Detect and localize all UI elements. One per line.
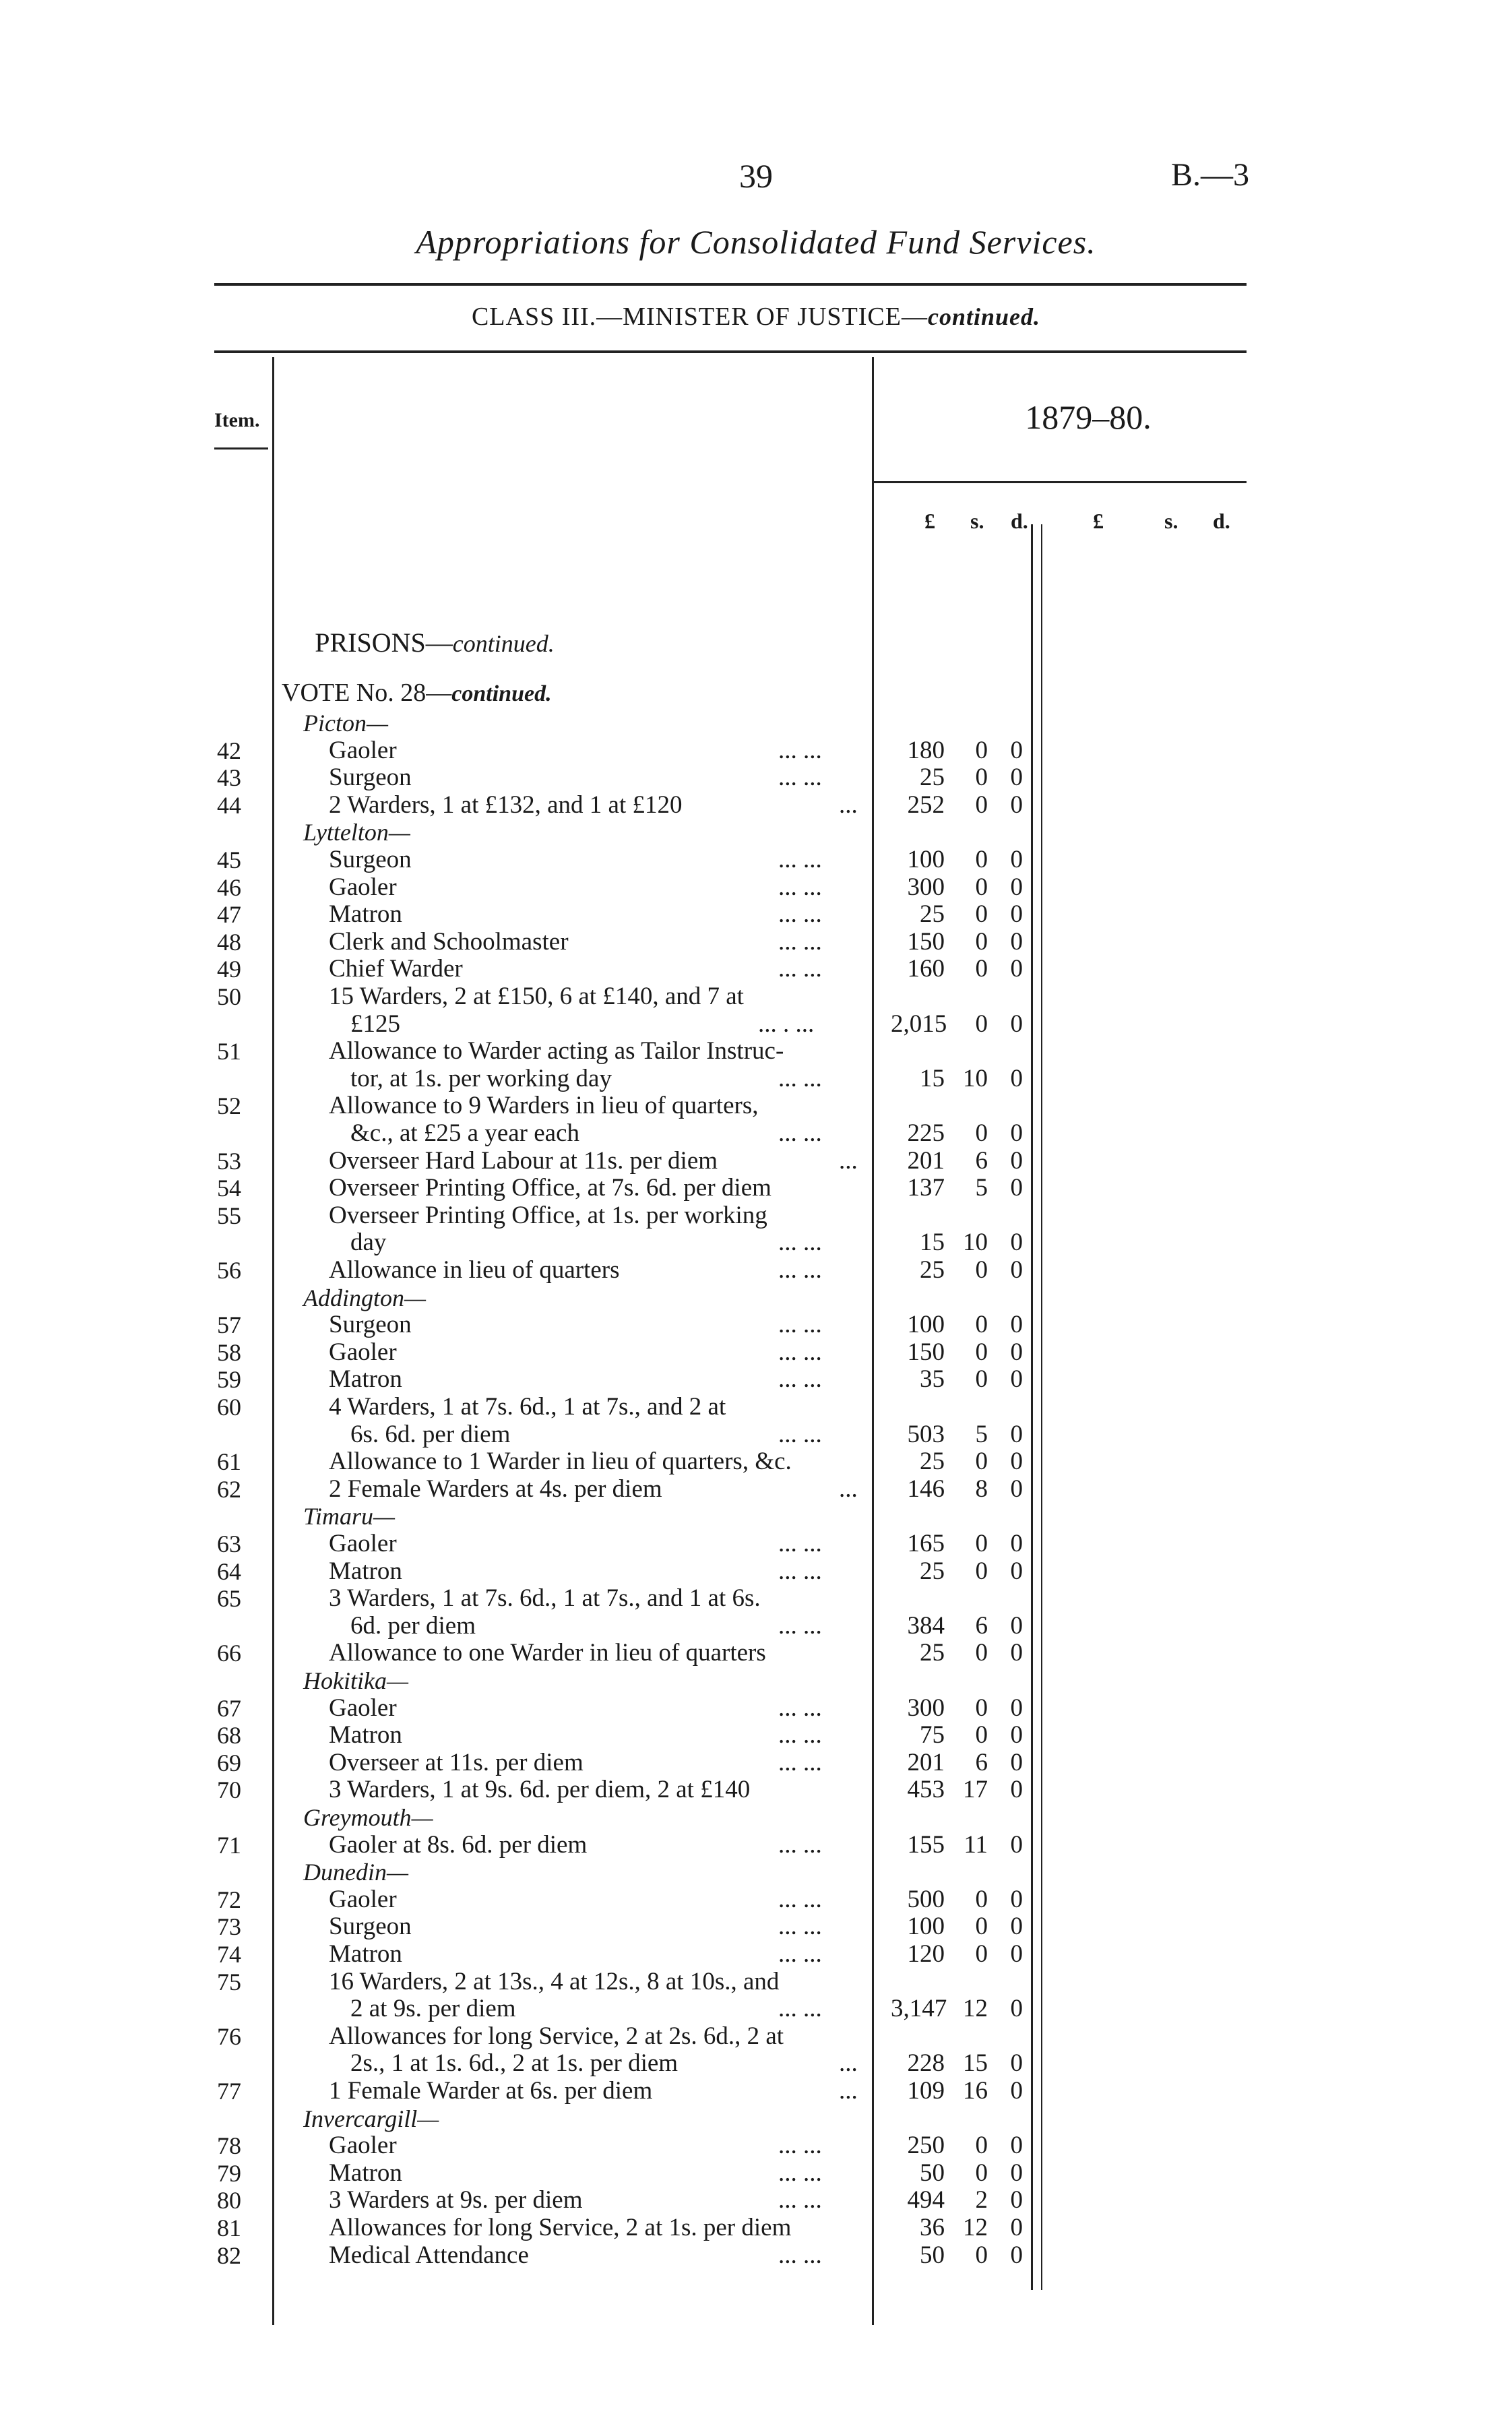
item-number: 58 (217, 1338, 241, 1366)
leader-dots: ... ... (778, 736, 822, 764)
item-description: 3 Warders, 1 at 7s. 6d., 1 at 7s., and 1 at 6s. (329, 1584, 761, 1613)
shillings-header-2: s. (1164, 509, 1178, 533)
amount-pence: 0 (1010, 1611, 1023, 1640)
item-description: Allowance to one Warder in lieu of quarters (329, 1639, 766, 1667)
amount-pounds: 201 (907, 1748, 945, 1776)
leader-dots: ... (839, 1475, 858, 1503)
amount-pounds: 384 (907, 1611, 945, 1640)
amount-pounds: 35 (920, 1365, 945, 1394)
item-number: 79 (217, 2159, 241, 2187)
item-description: 6s. 6d. per diem (350, 1420, 511, 1448)
item-number: 64 (217, 1557, 241, 1585)
leader-dots: ... ... (778, 1338, 822, 1366)
document-reference: B.—3 (1170, 157, 1249, 193)
title-rule-top (214, 283, 1247, 286)
amount-pence: 0 (1010, 790, 1023, 819)
amount-pence: 0 (1010, 736, 1023, 764)
amount-pence: 0 (1010, 1557, 1023, 1585)
leader-dots: ... ... (778, 1885, 822, 1913)
item-column-header: Item. (214, 409, 260, 431)
item-description: 3 Warders, 1 at 9s. 6d. per diem, 2 at £140 (329, 1776, 751, 1804)
item-description: £125 (350, 1010, 400, 1038)
amount-pence: 0 (1010, 1311, 1023, 1339)
amount-shillings: 11 (964, 1830, 988, 1859)
page-number: 39 (739, 157, 773, 195)
item-description: Allowance in lieu of quarters (329, 1256, 620, 1284)
item-description: 6d. per diem (350, 1611, 476, 1640)
item-description: Surgeon (329, 1311, 412, 1339)
amount-shillings: 0 (975, 2132, 988, 2160)
amount-shillings: 10 (963, 1064, 988, 1092)
item-description: 2 at 9s. per diem (350, 1995, 516, 2023)
item-number: 73 (217, 1913, 241, 1941)
amount-pounds: 300 (907, 873, 945, 901)
pounds-header-1: £ (924, 509, 935, 533)
amount-pence: 0 (1010, 1830, 1023, 1859)
amount-shillings: 6 (975, 1748, 988, 1776)
leader-dots: ... ... (778, 1530, 822, 1557)
amount-pence: 0 (1010, 2132, 1023, 2160)
item-description: Overseer Printing Office, at 7s. 6d. per diem (329, 1174, 771, 1202)
amount-shillings: 0 (975, 790, 988, 819)
location-subheading: Lyttelton— (303, 819, 410, 846)
amount-pence: 0 (1010, 1064, 1023, 1092)
item-description: Chief Warder (329, 955, 463, 983)
item-number: 52 (217, 1092, 241, 1120)
item-number: 76 (217, 2022, 241, 2050)
leader-dots: ... ... (778, 873, 822, 901)
leader-dots: ... (839, 2049, 858, 2078)
amount-pence: 0 (1010, 2241, 1023, 2269)
leader-dots: ... ... (778, 1913, 822, 1941)
amount-pounds: 25 (920, 900, 945, 929)
leader-dots: ... (839, 790, 858, 819)
item-description: Clerk and Schoolmaster (329, 927, 569, 956)
amount-shillings: 8 (975, 1475, 988, 1503)
amount-shillings: 0 (975, 1530, 988, 1557)
amount-pence: 0 (1010, 1448, 1023, 1476)
leader-dots: ... ... (778, 1721, 822, 1749)
title-rule-bottom (214, 350, 1247, 353)
leader-dots: ... ... (778, 2186, 822, 2214)
item-number: 82 (217, 2241, 241, 2269)
leader-dots: ... ... (778, 1995, 822, 2023)
amount-pence: 0 (1010, 2049, 1023, 2078)
amount-shillings: 0 (975, 1448, 988, 1476)
amount-pounds: 225 (907, 1119, 945, 1147)
item-description: Medical Attendance (329, 2241, 529, 2269)
amount-shillings: 17 (963, 1776, 988, 1804)
item-number: 56 (217, 1257, 241, 1284)
amount-pounds: 503 (907, 1420, 945, 1448)
amount-pence: 0 (1010, 1776, 1023, 1804)
shillings-header-1: s. (970, 509, 984, 533)
amount-shillings: 0 (975, 1010, 988, 1038)
amount-pounds: 50 (920, 2159, 945, 2187)
amount-pence: 0 (1010, 1256, 1023, 1284)
item-description: Matron (329, 1940, 402, 1968)
amount-shillings: 0 (975, 2241, 988, 2269)
item-description: Gaoler (329, 1530, 397, 1557)
amount-pounds: 25 (920, 1639, 945, 1667)
amount-shillings: 6 (975, 1146, 988, 1175)
amount-pounds: 25 (920, 764, 945, 792)
location-subheading: Invercargill— (303, 2105, 439, 2132)
item-description: Surgeon (329, 764, 412, 792)
section-title: PRISONS— (315, 627, 453, 658)
item-number: 48 (217, 928, 241, 956)
amount-pence: 0 (1010, 1146, 1023, 1175)
item-description: 15 Warders, 2 at £150, 6 at £140, and 7 at (329, 983, 744, 1010)
amount-pence: 0 (1010, 2077, 1023, 2105)
amount-shillings: 5 (975, 1420, 988, 1448)
amount-pounds: 109 (907, 2077, 945, 2105)
amount-shillings: 0 (975, 1338, 988, 1366)
amount-pence: 0 (1010, 1119, 1023, 1147)
item-description: Matron (329, 900, 402, 929)
item-description: Gaoler (329, 1694, 397, 1722)
leader-dots: ... ... (778, 1611, 822, 1640)
amount-pounds: 3,147 (891, 1995, 947, 2023)
item-description: tor, at 1s. per working day (350, 1064, 612, 1092)
amount-pence: 0 (1010, 1885, 1023, 1913)
amount-pence: 0 (1010, 1748, 1023, 1776)
section-heading (0, 627, 869, 658)
amount-shillings: 16 (963, 2077, 988, 2105)
amount-shillings: 6 (975, 1611, 988, 1640)
amount-shillings: 0 (975, 764, 988, 792)
amount-shillings: 0 (975, 1913, 988, 1941)
item-number: 49 (217, 956, 241, 983)
amount-pounds: 36 (920, 2214, 945, 2241)
amount-pounds: 228 (907, 2049, 945, 2078)
year-header: 1879–80. (1025, 398, 1152, 436)
location-subheading: Hokitika— (303, 1667, 408, 1694)
amount-pence: 0 (1010, 1995, 1023, 2023)
item-number: 65 (217, 1585, 241, 1613)
leader-dots: ... ... (778, 1256, 822, 1284)
item-number: 69 (217, 1749, 241, 1776)
amount-pounds: 180 (907, 736, 945, 764)
item-number: 67 (217, 1694, 241, 1722)
item-description: Surgeon (329, 1913, 412, 1941)
amount-shillings: 5 (975, 1174, 988, 1202)
amount-shillings: 0 (975, 2159, 988, 2187)
amount-pounds: 150 (907, 1338, 945, 1366)
amount-pence: 0 (1010, 1229, 1023, 1257)
amount-pence: 0 (1010, 1913, 1023, 1941)
item-number: 68 (217, 1722, 241, 1749)
item-number: 42 (217, 737, 241, 764)
amount-pence: 0 (1010, 1639, 1023, 1667)
amount-pounds: 494 (907, 2186, 945, 2214)
amount-pounds: 150 (907, 927, 945, 956)
pence-header-1: d. (1011, 509, 1028, 533)
amount-pence: 0 (1010, 846, 1023, 873)
leader-dots: ... (839, 1146, 858, 1175)
leader-dots: ... ... (778, 2241, 822, 2269)
amount-pence: 0 (1010, 764, 1023, 792)
amount-pence: 0 (1010, 2214, 1023, 2241)
amount-shillings: 10 (963, 1229, 988, 1257)
item-number: 80 (217, 2187, 241, 2214)
money-divider-rule (1041, 524, 1042, 2290)
item-description: Allowances for long Service, 2 at 1s. per diem (329, 2214, 792, 2241)
amount-shillings: 0 (975, 736, 988, 764)
item-description: Matron (329, 1365, 402, 1394)
item-number: 72 (217, 1886, 241, 1913)
amount-pounds: 15 (920, 1229, 945, 1257)
amount-pounds: 250 (907, 2132, 945, 2160)
leader-dots: ... ... (778, 900, 822, 929)
amount-pounds: 160 (907, 955, 945, 983)
item-description: Gaoler (329, 1338, 397, 1366)
amount-pounds: 75 (920, 1721, 945, 1749)
leader-dots: ... ... (778, 1420, 822, 1448)
amount-pounds: 2,015 (891, 1010, 947, 1038)
item-description: Gaoler (329, 1885, 397, 1913)
item-number: 53 (217, 1147, 241, 1175)
class-heading-suffix: continued. (928, 303, 1041, 330)
amount-pounds: 15 (920, 1064, 945, 1092)
amount-pounds: 25 (920, 1448, 945, 1476)
item-description: Gaoler (329, 2132, 397, 2160)
item-number: 78 (217, 2132, 241, 2160)
item-number: 66 (217, 1640, 241, 1667)
section-title-suffix: continued. (452, 630, 555, 657)
amount-pounds: 120 (907, 1940, 945, 1968)
item-description: 1 Female Warder at 6s. per diem (329, 2077, 653, 2105)
amount-shillings: 0 (975, 1940, 988, 1968)
leader-dots: ... ... (778, 1119, 822, 1147)
leader-dots: ... ... (778, 927, 822, 956)
item-number: 74 (217, 1941, 241, 1968)
item-number: 59 (217, 1366, 241, 1394)
location-subheading: Addington— (303, 1284, 427, 1311)
item-number: 63 (217, 1530, 241, 1557)
item-number: 57 (217, 1311, 241, 1339)
leader-dots: ... ... (778, 1365, 822, 1394)
amount-pence: 0 (1010, 955, 1023, 983)
amount-pounds: 100 (907, 846, 945, 873)
item-description: Allowance to 1 Warder in lieu of quarters, &c. (329, 1448, 792, 1476)
amount-shillings: 0 (975, 1721, 988, 1749)
item-description: Gaoler at 8s. 6d. per diem (329, 1830, 588, 1859)
amount-pounds: 201 (907, 1146, 945, 1175)
item-number: 81 (217, 2214, 241, 2241)
amount-pence: 0 (1010, 927, 1023, 956)
item-description: 4 Warders, 1 at 7s. 6d., 1 at 7s., and 2 at (329, 1393, 726, 1421)
leader-dots: ... ... (778, 1830, 822, 1859)
amount-pounds: 165 (907, 1530, 945, 1557)
item-number: 75 (217, 1968, 241, 1995)
amount-shillings: 0 (975, 955, 988, 983)
amount-pence: 0 (1010, 1721, 1023, 1749)
item-description: Allowances for long Service, 2 at 2s. 6d., 2 at (329, 2022, 784, 2050)
amount-pounds: 50 (920, 2241, 945, 2269)
item-number: 62 (217, 1475, 241, 1503)
item-number: 61 (217, 1448, 241, 1476)
item-description: Matron (329, 1557, 402, 1585)
item-description: 16 Warders, 2 at 13s., 4 at 12s., 8 at 10s., and (329, 1967, 780, 1995)
leader-dots: ... ... (778, 2132, 822, 2160)
item-description: Surgeon (329, 846, 412, 873)
amount-pounds: 25 (920, 1256, 945, 1284)
amount-shillings: 0 (975, 1557, 988, 1585)
amount-pence: 0 (1010, 1475, 1023, 1503)
amount-pounds: 100 (907, 1913, 945, 1941)
amount-pounds: 25 (920, 1557, 945, 1585)
amount-shillings: 0 (975, 1639, 988, 1667)
amount-shillings: 0 (975, 900, 988, 929)
item-description: Allowance to Warder acting as Tailor Instruc- (329, 1037, 784, 1065)
item-description: 2 Female Warders at 4s. per diem (329, 1475, 662, 1503)
amount-pence: 0 (1010, 1694, 1023, 1722)
item-number: 47 (217, 901, 241, 929)
item-number: 77 (217, 2078, 241, 2105)
amount-shillings: 15 (963, 2049, 988, 2078)
amount-pounds: 100 (907, 1311, 945, 1339)
item-description: Gaoler (329, 873, 397, 901)
amount-pence: 0 (1010, 1940, 1023, 1968)
item-number: 55 (217, 1202, 241, 1229)
amount-pence: 0 (1010, 900, 1023, 929)
item-number: 54 (217, 1175, 241, 1202)
amount-pence: 0 (1010, 1420, 1023, 1448)
amount-pounds: 252 (907, 790, 945, 819)
amount-pence: 0 (1010, 1530, 1023, 1557)
amount-pence: 0 (1010, 1010, 1023, 1038)
item-description: Matron (329, 2159, 402, 2187)
amount-pounds: 500 (907, 1885, 945, 1913)
amount-pence: 0 (1010, 2159, 1023, 2187)
class-heading (0, 302, 1512, 332)
pence-column-rule-1 (1031, 524, 1033, 2290)
amount-shillings: 12 (963, 2214, 988, 2241)
item-description: Overseer Printing Office, at 1s. per working (329, 1201, 767, 1229)
leader-dots: ... (839, 2077, 858, 2105)
amount-pounds: 146 (907, 1475, 945, 1503)
vote-title: VOTE No. 28— (282, 679, 452, 707)
item-description: Gaoler (329, 736, 397, 764)
amount-shillings: 0 (975, 1311, 988, 1339)
location-subheading: Timaru— (303, 1503, 396, 1530)
item-header-underline (214, 447, 268, 449)
amount-shillings: 0 (975, 1694, 988, 1722)
amount-pounds: 453 (907, 1776, 945, 1804)
item-description: Overseer Hard Labour at 11s. per diem (329, 1146, 718, 1175)
amount-pence: 0 (1010, 1338, 1023, 1366)
amount-pence: 0 (1010, 2186, 1023, 2214)
leader-dots: ... . ... (758, 1010, 815, 1038)
location-subheading: Picton— (303, 710, 388, 737)
amount-pence: 0 (1010, 873, 1023, 901)
leader-dots: ... ... (778, 1311, 822, 1339)
amount-shillings: 0 (975, 846, 988, 873)
vote-heading (282, 679, 552, 708)
item-description: Matron (329, 1721, 402, 1749)
item-description: &c., at £25 a year each (350, 1119, 580, 1147)
item-number: 50 (217, 983, 241, 1010)
amount-shillings: 0 (975, 873, 988, 901)
item-description: Allowance to 9 Warders in lieu of quarters, (329, 1092, 759, 1120)
pence-header-2: d. (1213, 509, 1230, 533)
amount-shillings: 2 (975, 2186, 988, 2214)
amount-pounds: 137 (907, 1174, 945, 1202)
vote-title-suffix: continued. (451, 681, 552, 706)
item-description: day (350, 1229, 387, 1257)
leader-dots: ... ... (778, 955, 822, 983)
leader-dots: ... ... (778, 764, 822, 792)
leader-dots: ... ... (778, 2159, 822, 2187)
item-description: 3 Warders at 9s. per diem (329, 2186, 583, 2214)
leader-dots: ... ... (778, 1557, 822, 1585)
amount-shillings: 0 (975, 1365, 988, 1394)
location-subheading: Dunedin— (303, 1859, 408, 1886)
item-number: 60 (217, 1394, 241, 1421)
amount-pence: 0 (1010, 1174, 1023, 1202)
page-title: Appropriations for Consolidated Fund Services. (416, 223, 1096, 261)
item-number: 45 (217, 846, 241, 873)
year-header-rule (874, 481, 1247, 483)
item-description: 2s., 1 at 1s. 6d., 2 at 1s. per diem (350, 2049, 679, 2078)
class-heading-text: CLASS III.—MINISTER OF JUSTICE— (471, 303, 928, 331)
amount-shillings: 0 (975, 1885, 988, 1913)
item-number: 44 (217, 791, 241, 819)
pounds-header-2: £ (1093, 509, 1104, 533)
item-number: 71 (217, 1831, 241, 1859)
leader-dots: ... ... (778, 1940, 822, 1968)
leader-dots: ... ... (778, 1229, 822, 1257)
leader-dots: ... ... (778, 1694, 822, 1722)
amount-shillings: 0 (975, 927, 988, 956)
amount-shillings: 0 (975, 1119, 988, 1147)
item-number: 70 (217, 1776, 241, 1804)
item-description: Overseer at 11s. per diem (329, 1748, 584, 1776)
item-number: 46 (217, 873, 241, 901)
description-column-rule (872, 357, 874, 2325)
amount-shillings: 0 (975, 1256, 988, 1284)
amount-pounds: 155 (907, 1830, 945, 1859)
location-subheading: Greymouth— (303, 1804, 433, 1831)
item-description: 2 Warders, 1 at £132, and 1 at £120 (329, 790, 683, 819)
leader-dots: ... ... (778, 846, 822, 873)
leader-dots: ... ... (778, 1064, 822, 1092)
item-number: 51 (217, 1038, 241, 1065)
leader-dots: ... ... (778, 1748, 822, 1776)
item-number: 43 (217, 764, 241, 792)
amount-pounds: 300 (907, 1694, 945, 1722)
amount-shillings: 12 (963, 1995, 988, 2023)
amount-pence: 0 (1010, 1365, 1023, 1394)
